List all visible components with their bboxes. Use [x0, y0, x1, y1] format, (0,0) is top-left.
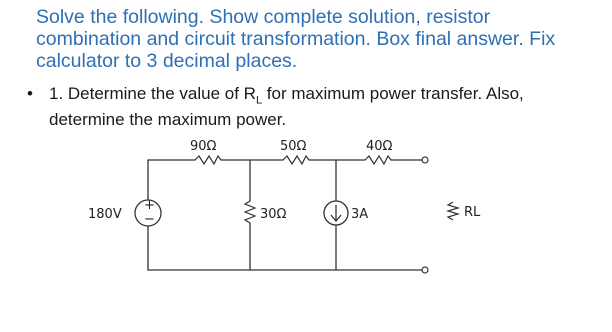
resistor-50-label: 50Ω — [280, 139, 307, 154]
rl-subscript: L — [255, 94, 263, 107]
problem-line-2: determine the maximum power. — [49, 110, 287, 130]
source-plus-sign: + — [144, 198, 155, 213]
resistor-30-label: 30Ω — [260, 207, 287, 222]
terminal-a-icon — [422, 157, 428, 163]
current-source-label: 3A — [351, 207, 369, 222]
resistor-40-label: 40Ω — [366, 139, 393, 154]
load-resistor-symbol — [448, 202, 458, 220]
bullet-point: • — [27, 84, 33, 103]
source-minus-sign: − — [144, 212, 155, 227]
voltage-source-label: 180V — [88, 207, 122, 222]
problem-line-1-suffix: for maximum power transfer. Also, — [262, 84, 524, 103]
load-label: RL — [464, 205, 481, 220]
instructions-line-2: combination and circuit transformation. Box final answer. Fix — [36, 28, 556, 50]
terminal-b-icon — [422, 267, 428, 273]
resistor-30-symbol — [245, 201, 255, 223]
resistor-40-symbol — [365, 156, 391, 164]
resistor-50-symbol — [283, 156, 309, 164]
instructions-line-3: calculator to 3 decimal places. — [36, 50, 298, 72]
resistor-90-symbol — [195, 156, 221, 164]
resistor-90-label: 90Ω — [190, 139, 217, 154]
problem-line-1-prefix: 1. Determine the value of R — [49, 84, 256, 103]
instructions-line-1: Solve the following. Show complete solution, resistor — [36, 6, 491, 28]
